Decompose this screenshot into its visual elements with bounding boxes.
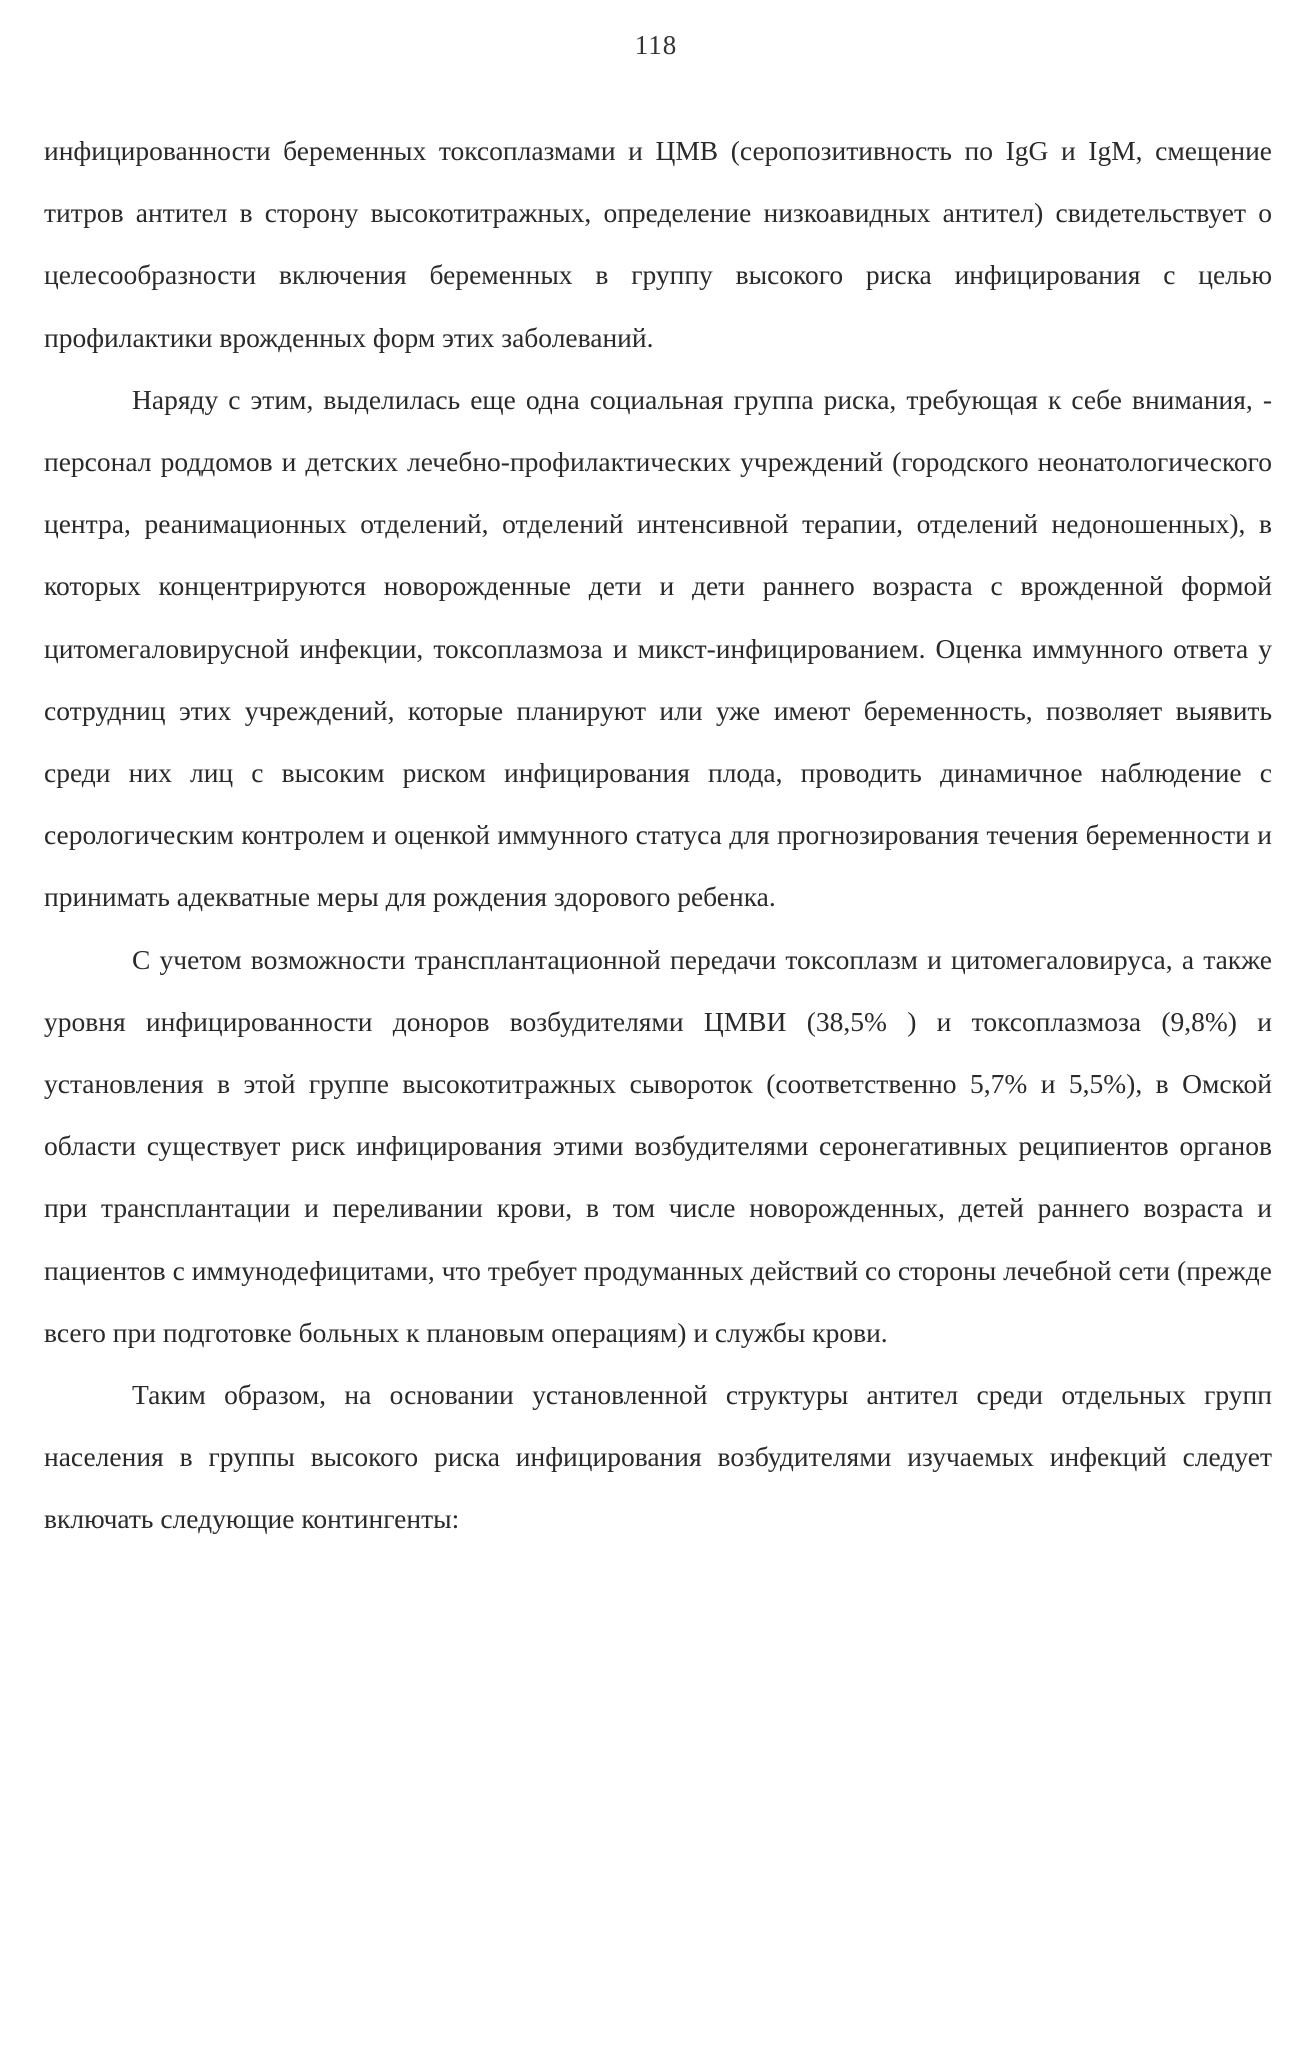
paragraph-1: инфицированности беременных токсоплазмами и ЦМВ (серопозитивность по IgG и IgM, смещение титров антител в сторону высокотитражных, определение низкоавидных антител) свидетельствует о целесообразности включения беременных в группу высокого риска инфицирования с целью профилактики врожденных форм этих заболеваний. xyxy=(44,135,1272,353)
paragraph-4: Таким образом, на основании установленной структуры антител среди отдельных групп населения в группы высокого риска инфицирования возбудителями изучаемых инфекций следует включать следующие контингенты: xyxy=(44,1379,1272,1535)
paragraph-3: С учетом возможности трансплантационной передачи токсоплазм и цитомегаловируса, а также уровня инфицированности доноров возбудителями ЦМВИ (38,5% ) и токсоплазмоза (9,8%) и установления в этой группе высокотитражных сывороток (соответственно 5,7% и 5,5%), в Омской области существует риск инфицирования этими возбудителями серонегативных реципиентов органов при трансплантации и переливании крови, в том числе новорожденных, детей раннего возраста и пациентов с иммунодефицитами, что требует продуманных действий со стороны лечебной сети (прежде всего при подготовке больных к плановым операциям) и службы крови. xyxy=(44,943,1272,1348)
page-number: 118 xyxy=(634,30,678,60)
document-body xyxy=(44,120,1272,1551)
paragraph-2: Наряду с этим, выделилась еще одна социальная группа риска, требующая к себе внимания, - персонал роддомов и детских лечебно-профилактических учреждений (городского неонатологического центра, реанимационных отделений, отделений интенсивной терапии, отделений недоношенных), в которых концентрируются новорожденные дети и дети раннего возраста с врожденной формой цитомегаловирусной инфекции, токсоплазмоза и микст-инфицированием. Оценка иммунного ответа у сотрудниц этих учреждений, которые планируют или уже имеют беременность, позволяет выявить среди них лиц с высоким риском инфицирования плода, проводить динамичное наблюдение с серологическим контролем и оценкой иммунного статуса для прогнозирования течения беременности и принимать адекватные меры для рождения здорового ребенка. xyxy=(44,383,1272,913)
